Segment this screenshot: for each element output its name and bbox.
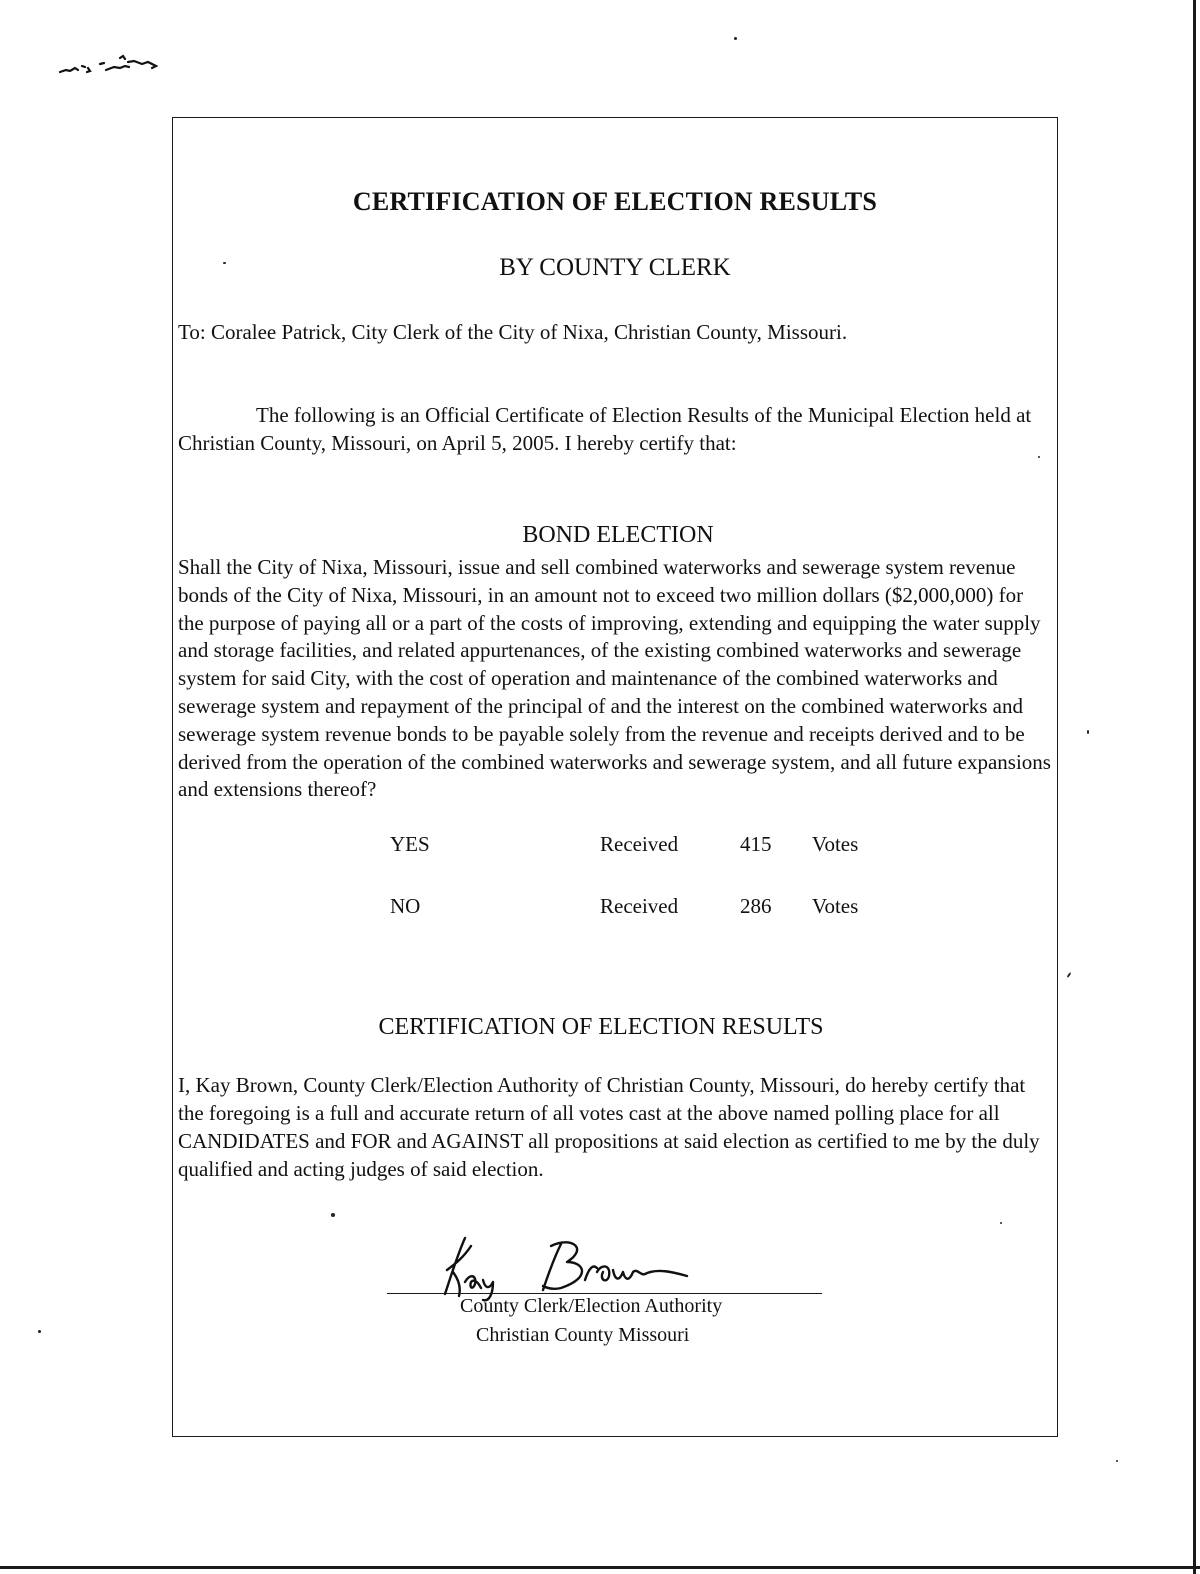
handwritten-signature	[425, 1232, 715, 1302]
ballot-question: Shall the City of Nixa, Missouri, issue and sell combined waterworks and sewerage system revenue bonds of the City of Nixa, Missouri, in an amount not to exceed two million dollars ($2,000,000) for the purpose of paying all or a part of the costs of improving, extending and equipping the water supply and storage facilities, and related appurtenances, of the existing combined waterworks and sewerage system for said City, with the cost of operation and maintenance of the combined waterworks and sewerage system and repayment of the principal of and the interest on the combined waterworks and sewerage system revenue bonds to be payable solely from the revenue and receipts derived and to be derived from the operation of the combined waterworks and sewerage system, and all future expansions and extensions thereof?	[178, 555, 1051, 802]
signer-title: County Clerk/Election Authority	[460, 1295, 723, 1317]
addressee-line: To: Coralee Patrick, City Clerk of the City of Nixa, Christian County, Missouri.	[178, 320, 848, 344]
scan-specks	[58, 50, 168, 84]
certification-heading: CERTIFICATION OF ELECTION RESULTS	[378, 1014, 824, 1040]
scan-speck	[1116, 1460, 1118, 1462]
document-title: CERTIFICATION OF ELECTION RESULTS	[352, 187, 878, 216]
signature-line	[387, 1293, 822, 1294]
scan-speck	[38, 1330, 41, 1333]
result-row-no	[0, 894, 1200, 922]
scan-speck	[734, 37, 737, 40]
result-unit: Votes	[812, 832, 859, 856]
result-choice: NO	[390, 894, 421, 918]
scan-edge-right	[1193, 0, 1196, 1574]
result-choice: YES	[390, 832, 430, 856]
document-subtitle: BY COUNTY CLERK	[499, 254, 731, 281]
intro-paragraph: The following is an Official Certificate of Election Results of the Municipal Election held at Christian County, Missouri, on April 5, 2005. I hereby certify that:	[178, 403, 1032, 455]
scan-speck	[1087, 730, 1089, 734]
result-vote-count: 415	[740, 832, 772, 856]
scan-speck	[1066, 972, 1071, 978]
scan-edge-bottom	[0, 1566, 1200, 1569]
result-unit: Votes	[812, 894, 859, 918]
certification-paragraph: I, Kay Brown, County Clerk/Election Authority of Christian County, Missouri, do hereby certify that the foregoing is a full and accurate return of all votes cast at the above named polling place for all CANDIDATES and FOR and AGAINST all propositions at said election as certified to me by the duly qualified and acting judges of said election.	[178, 1073, 1040, 1181]
bond-election-heading: BOND ELECTION	[522, 522, 714, 548]
signer-county: Christian County Missouri	[476, 1324, 690, 1346]
result-vote-count: 286	[740, 894, 772, 918]
result-row-yes	[0, 832, 1200, 860]
result-received-label: Received	[600, 832, 679, 856]
result-received-label: Received	[600, 894, 679, 918]
